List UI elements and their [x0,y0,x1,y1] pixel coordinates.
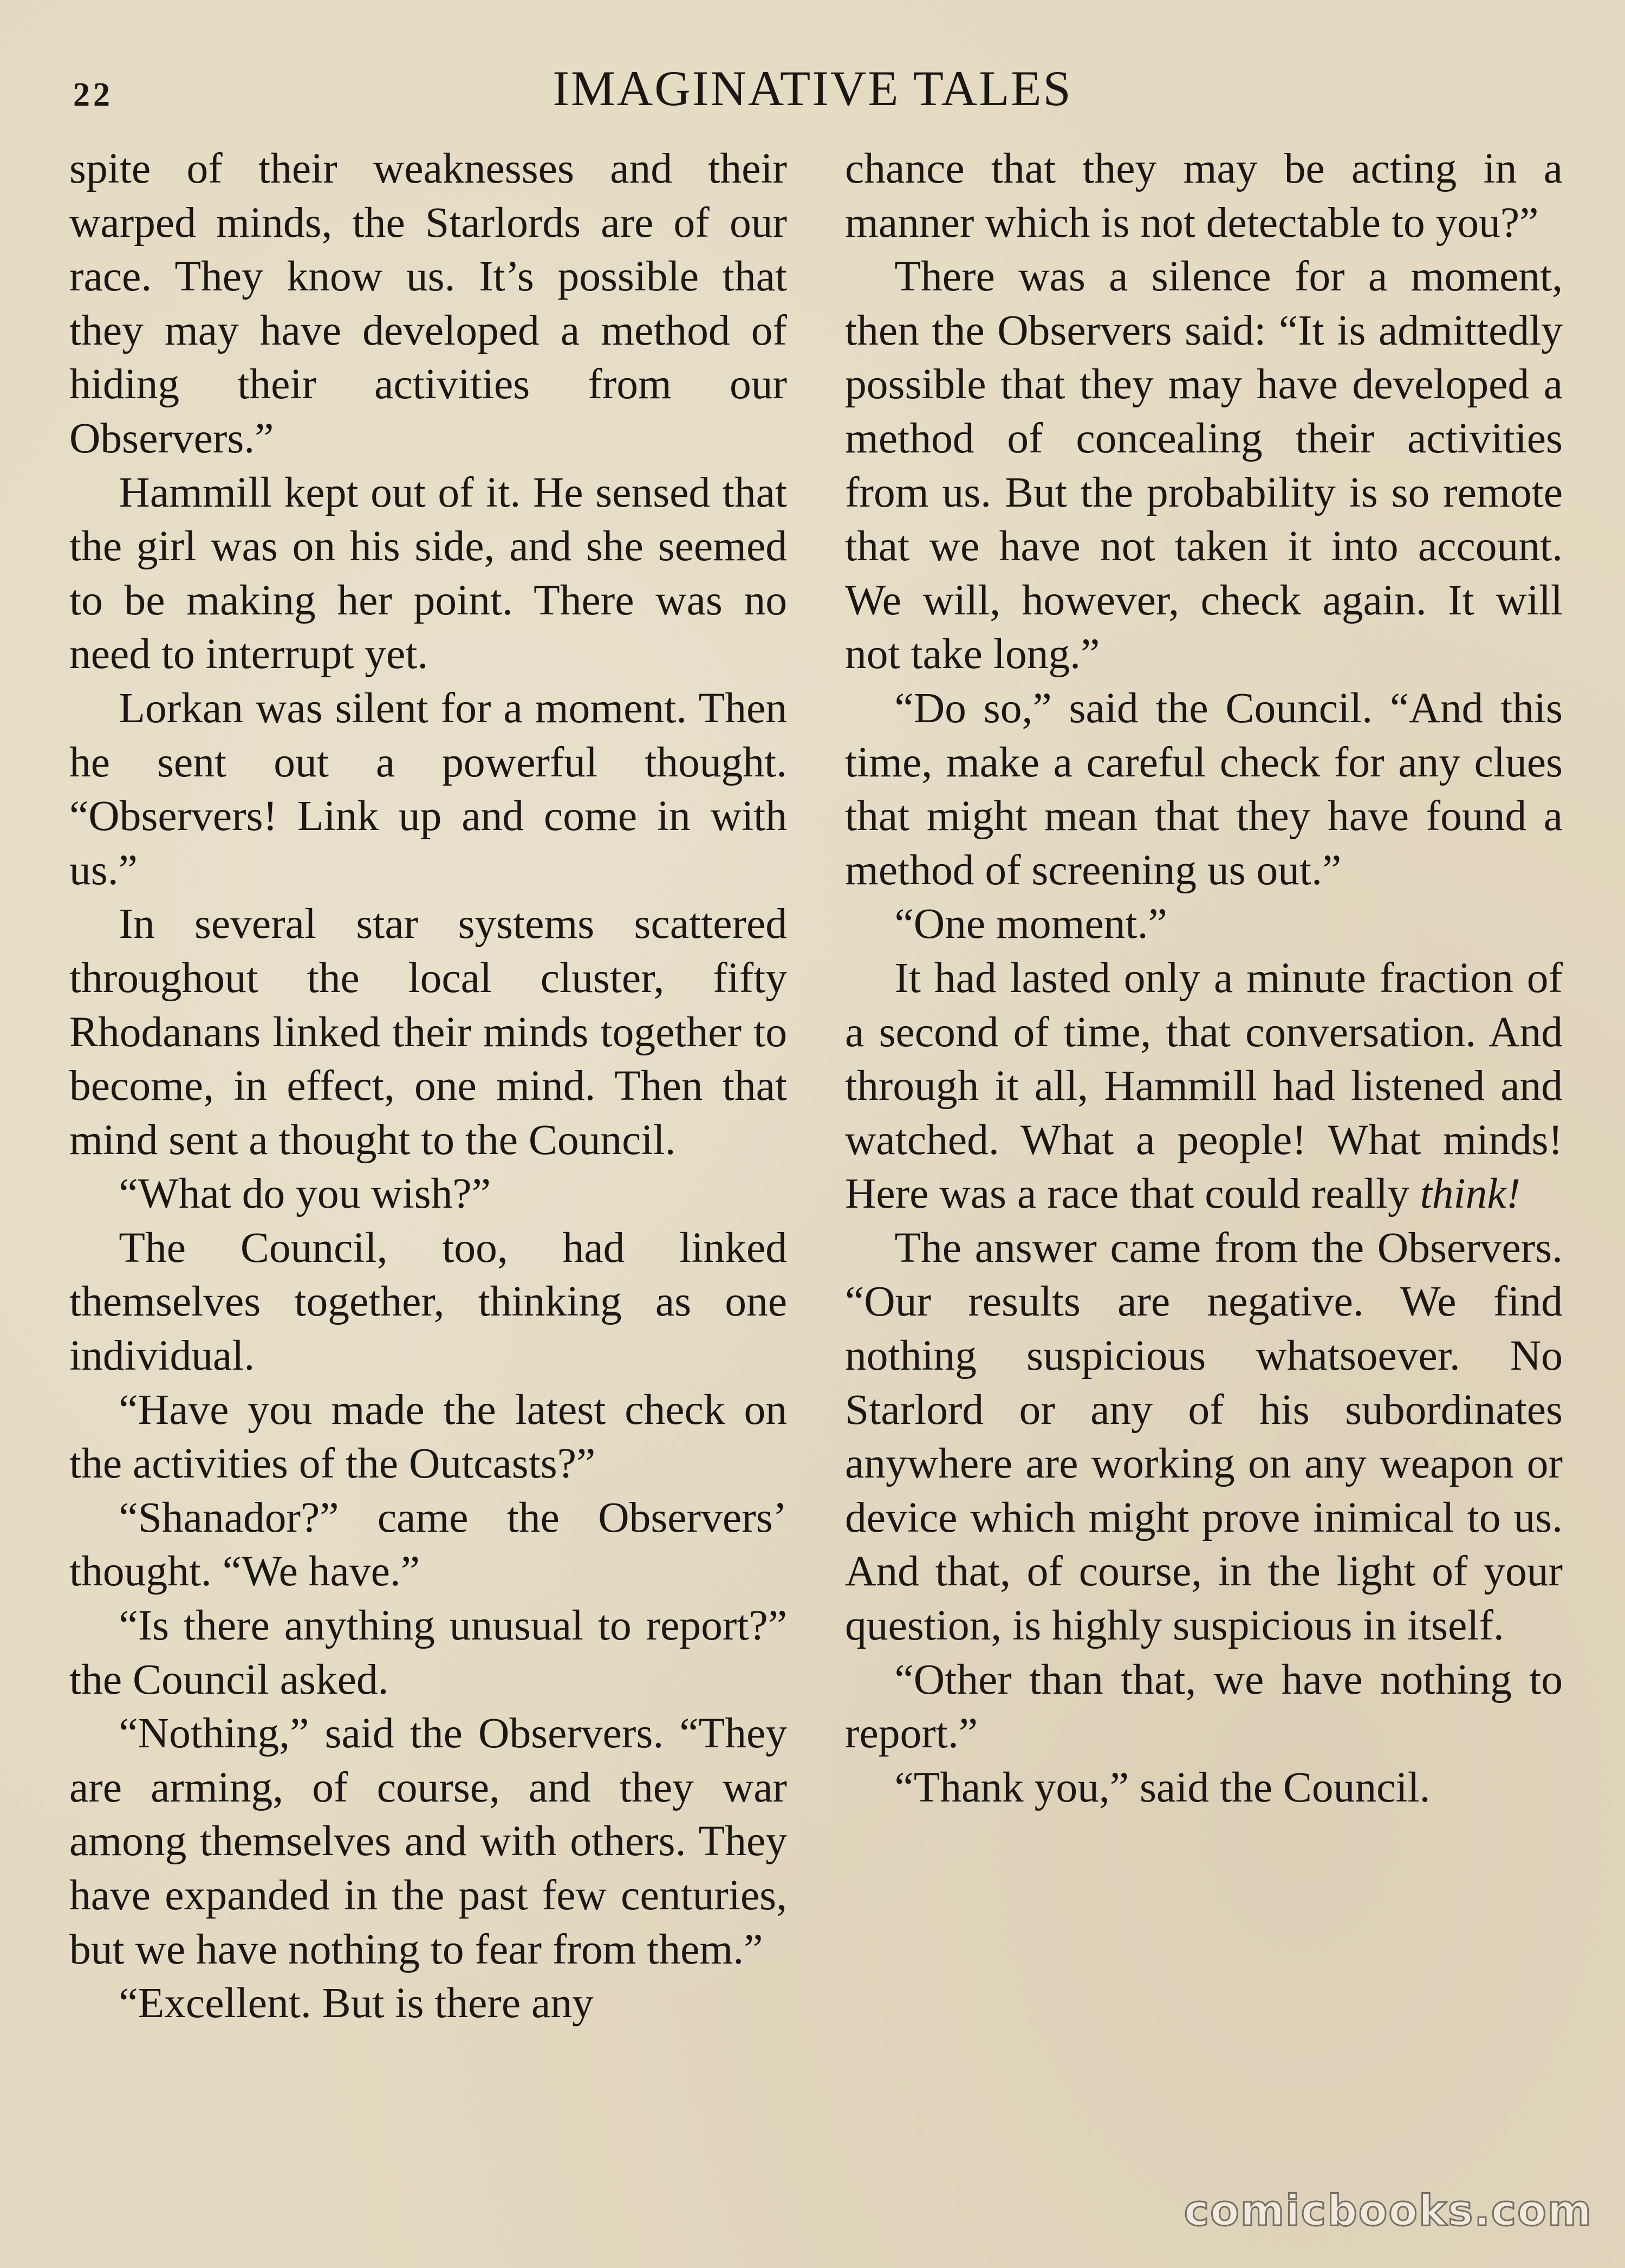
paragraph: “Other than that, we have nothing to report.” [845,1655,1563,1758]
paragraph: The Council, too, had linked themselves together, thinking as one individual. [69,1223,787,1380]
paragraph: “One moment.” [894,900,1167,948]
paragraph: “Have you made the latest check on the activities of the Outcasts?” [69,1385,787,1488]
paragraph: Lorkan was silent for a moment. Then he sent out a powerful thought. “Observers! Link up and come in with us.” [69,684,787,894]
paragraph: “Thank you,” said the Council. [894,1763,1431,1811]
paragraph: “Excellent. But is there any [119,1979,594,2027]
site-watermark: comicbooks.com [1184,2187,1592,2235]
paragraph: “Shanador?” came the Observers’ thought. “We have.” [69,1493,787,1596]
right-text-column [845,142,1563,1815]
paragraph: “Do so,” said the Council. “And this time, make a careful check for any clues that might mean that they have found a method of screening us out.” [845,684,1563,894]
paragraph [845,951,1563,1221]
page-header [0,60,1625,119]
paragraph: chance that they may be acting in a manner which is not detectable to you?” [845,145,1563,247]
paragraph: The answer came from the Observers. “Our results are negative. We find nothing suspicious whatsoever. No Starlord or any of his subordinates anywhere are working on any weapon or device which might prove inimical to us. And that, of course, in the light of your question, is highly suspicious in itself. [845,1223,1563,1650]
paragraph: “Is there anything unusual to report?” the Council asked. [69,1602,787,1703]
paragraph: “What do you wish?” [119,1170,491,1218]
paragraph: There was a silence for a moment, then the Observers said: “It is admittedly possible that they may have developed a method of concealing their activities from us. But the probability is so remote that we have not taken it into account. We will, however, check again. It will not take long.” [845,252,1563,678]
running-head-title: IMAGINATIVE TALES [552,61,1072,116]
paragraph: In several star systems scattered throughout the local cluster, fifty Rhodanans linked their minds together to become, in effect, one mind. Then that mind sent a thought to the Council. [69,900,787,1164]
page-number: 22 [73,76,113,113]
left-text-column [69,142,787,2031]
paragraph: Hammill kept out of it. He sensed that the girl was on his side, and she seemed to be making her point. There was no need to interrupt yet. [69,468,787,678]
paragraph-text: It had lasted only a minute fraction of a second of time, that conversation. And through it all, Hammill had listened and watched. What a people! What minds! Here was a race that could really [845,954,1563,1218]
paragraph: spite of their weaknesses and their warped minds, the Starlords are of our race. They know us. It’s possible that they may have developed a method of hiding their activities from our Observers.” [69,145,787,462]
emphasis-text: think! [1420,1170,1521,1218]
paragraph: “Nothing,” said the Observers. “They are arming, of course, and they war among themselves and with others. They have expanded in the past few centuries, but we have nothing to fear from them.” [69,1709,787,1973]
